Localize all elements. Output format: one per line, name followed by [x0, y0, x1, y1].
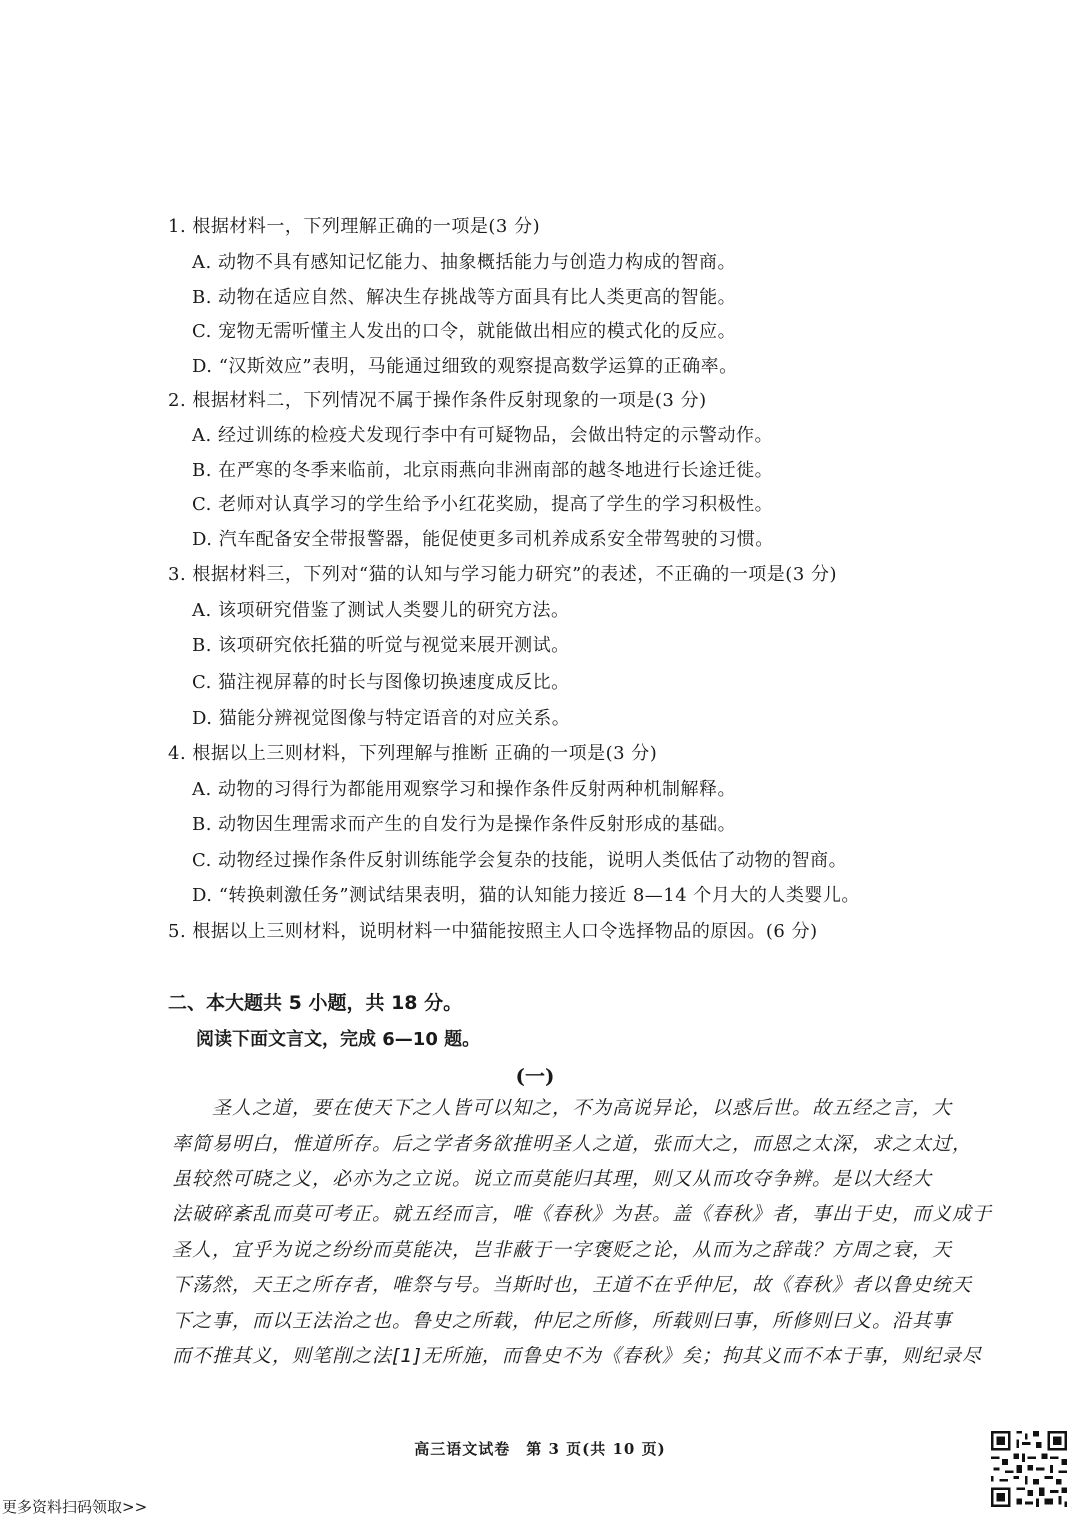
question-4-option-a: A. 动物的习得行为都能用观察学习和操作条件反射两种机制解释。	[192, 779, 736, 800]
question-4-stem: 4. 根据以上三则材料，下列理解与推断 正确的一项是(3 分)	[168, 743, 658, 764]
question-3-option-b: B. 该项研究依托猫的听觉与视觉来展开测试。	[192, 635, 570, 656]
question-1-option-b: B. 动物在适应自然、解决生存挑战等方面具有比人类更高的智能。	[192, 287, 737, 308]
passage-line-1: 圣人之道，要在使天下之人皆可以知之，不为高说异论，以惑后世。故五经之言，大	[172, 1097, 953, 1119]
qr-code-image[interactable]	[988, 1428, 1070, 1510]
question-2-stem: 2. 根据材料二，下列情况不属于操作条件反射现象的一项是(3 分)	[168, 390, 707, 411]
question-3-stem: 3. 根据材料三，下列对“猫的认知与学习能力研究”的表述，不正确的一项是(3 分)	[168, 564, 838, 585]
question-2-option-c: C. 老师对认真学习的学生给予小红花奖励，提高了学生的学习积极性。	[192, 494, 774, 515]
question-1-option-a: A. 动物不具有感知记忆能力、抽象概括能力与创造力构成的智商。	[192, 252, 736, 273]
page-footer: 高三语文试卷 第 3 页(共 10 页)	[414, 1440, 666, 1458]
question-4-option-b: B. 动物因生理需求而产生的自发行为是操作条件反射形成的基础。	[192, 814, 737, 835]
passage-line-2: 率简易明白，惟道所存。后之学者务欲推明圣人之道，张而大之，而恩之太深，求之太过，	[172, 1133, 973, 1155]
question-1-option-c: C. 宠物无需听懂主人发出的口令，就能做出相应的模式化的反应。	[192, 321, 737, 342]
passage-line-8: 而不推其义，则笔削之法[1]无所施，而鲁史不为《春秋》矣；拘其义而不本于事，则纪录尽	[172, 1345, 982, 1367]
question-2-option-d: D. 汽车配备安全带报警器，能促使更多司机养成系安全带驾驶的习惯。	[192, 529, 774, 550]
question-3-option-a: A. 该项研究借鉴了测试人类婴儿的研究方法。	[192, 600, 570, 621]
question-1-option-d: D. “汉斯效应”表明，马能通过细致的观察提高数学运算的正确率。	[192, 356, 738, 377]
section-2-instruction: 阅读下面文言文，完成 6—10 题。	[196, 1029, 481, 1050]
question-5-stem: 5. 根据以上三则材料，说明材料一中猫能按照主人口令选择物品的原因。(6 分)	[168, 921, 818, 942]
question-1-stem: 1. 根据材料一，下列理解正确的一项是(3 分)	[168, 216, 541, 237]
passage-line-6: 下荡然，天王之所存者，唯祭与号。当斯时也，王道不在乎仲尼，故《春秋》者以鲁史统天	[172, 1274, 973, 1296]
question-2-option-a: A. 经过训练的检疫犬发现行李中有可疑物品，会做出特定的示警动作。	[192, 425, 773, 446]
section-2-heading: 二、本大题共 5 小题，共 18 分。	[168, 992, 463, 1014]
passage-line-3: 虽较然可晓之义，必亦为之立说。说立而莫能归其理，则又从而攻夺争辨。是以大经大	[172, 1168, 933, 1190]
question-3-option-d: D. 猫能分辨视觉图像与特定语音的对应关系。	[192, 708, 571, 729]
passage-line-4: 法破碎紊乱而莫可考正。就五经而言，唯《春秋》为甚。盖《春秋》者，事出于史，而义成于	[172, 1203, 993, 1225]
passage-title: (一)	[515, 1064, 555, 1088]
more-resources-link[interactable]: 更多资料扫码领取>>	[2, 1498, 148, 1516]
question-4-option-d: D. “转换刺激任务”测试结果表明，猫的认知能力接近 8—14 个月大的人类婴儿。	[192, 885, 860, 906]
question-4-option-c: C. 动物经过操作条件反射训练能学会复杂的技能，说明人类低估了动物的智商。	[192, 850, 848, 871]
question-3-option-c: C. 猫注视屏幕的时长与图像切换速度成反比。	[192, 672, 570, 693]
question-2-option-b: B. 在严寒的冬季来临前，北京雨燕向非洲南部的越冬地进行长途迁徙。	[192, 460, 774, 481]
passage-line-7: 下之事，而以王法治之也。鲁史之所载，仲尼之所修，所载则曰事，所修则曰义。沿其事	[172, 1310, 953, 1332]
passage-line-5: 圣人，宜乎为说之纷纷而莫能决，岂非蔽于一字褒贬之论，从而为之辞哉？方周之衰，天	[172, 1239, 953, 1261]
